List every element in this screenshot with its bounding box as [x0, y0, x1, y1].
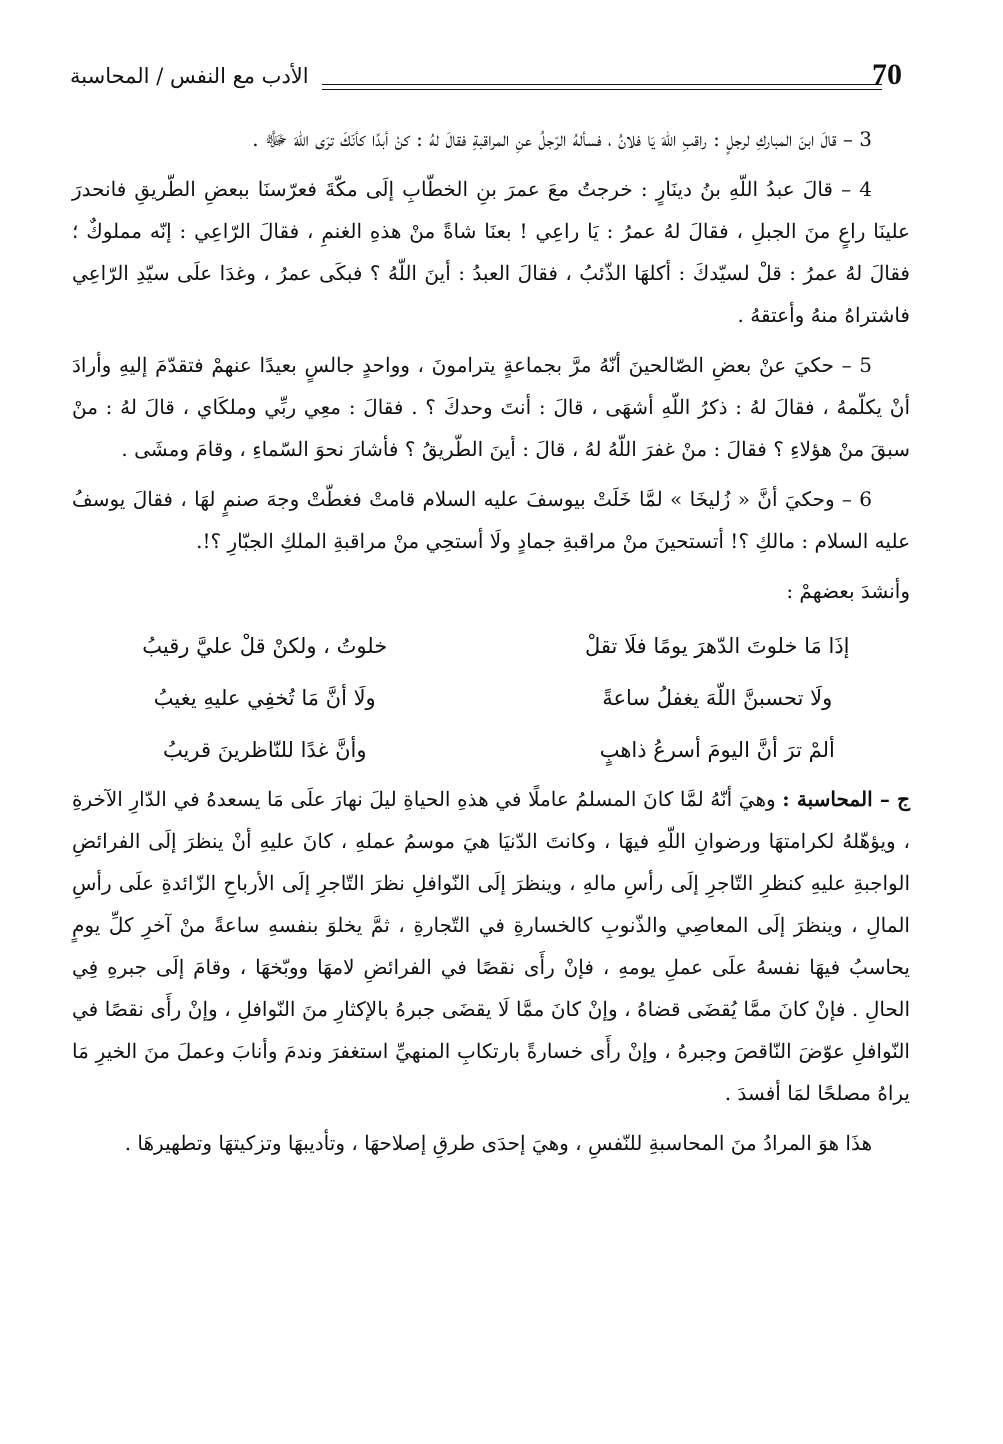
- paragraph-3: [72, 118, 910, 160]
- closing-paragraph: هذَا هوَ المرادُ منَ المحاسبةِ للنّفسِ ، وهيَ إحدَى طرقِ إصلاحهَا ، وتأديبهَا وتزكيتهَا وتطهيرهَا .: [124, 1131, 872, 1155]
- page-body: [72, 118, 910, 1172]
- poem-second-hemistich: خلوتُ ، ولكنْ قلْ عليَّ رقيبُ: [142, 634, 388, 658]
- paragraph-text: – حكيَ عنْ بعضِ الصّالحينَ أنّهُ مرَّ بجماعةٍ يترامونَ ، وواحدٍ جالسٍ بعيدًا عنهمْ فتقدّمَ إليهِ وأرادَ أنْ يكلّمهُ ، فقالَ لهُ : ذكرُ اللّهِ أشهَى ، قالَ : أنتَ وحدكَ ؟ . فقالَ : معِي ربِّي وملكَاي ، قالَ لهُ : منْ سبقَ منْ هؤلاءِ ؟ فقالَ : منْ غفرَ اللّهُ لهُ ، قالَ : أينَ الطّريقُ ؟ فأشارَ نحوَ السّماءِ ، وقامَ ومشَى .: [72, 353, 910, 461]
- paragraph-5: [72, 344, 910, 470]
- poem-second-hemistich: ولَا أنَّ مَا تُخفِي عليهِ يغيبُ: [153, 686, 376, 710]
- poem-second-hemistich: وأنَّ غدًا للنّاظرينَ قريبُ: [162, 738, 367, 762]
- item-number: 6: [859, 487, 873, 511]
- item-number: 3: [859, 127, 872, 151]
- paragraph-text: – قالَ ابنَ المباركِ لرجلٍ : راقبِ اللّهَ يَا فلانُ ، فسألهُ الرّجلُ عنِ المراقبةِ فقالَ لهُ : كنْ أبدًا كأنّكَ ترَى اللّهَ ﷻ .: [252, 127, 853, 151]
- section-label: ج – المحاسبة :: [782, 787, 910, 811]
- section-text: وهيَ أنّهُ لمَّا كانَ المسلمُ عاملًا في هذهِ الحياةِ ليلَ نهارَ علَى مَا يسعدهُ في الدّارِ الآخرةِ ، ويؤهّلهُ لكرامتهَا ورضوانِ اللّهِ فيهَا ، وكانتَ الدّنيَا هيَ موسمُ عملهِ ، كانَ عليهِ أنْ ينظرَ إلَى الفرائضِ الواجبةِ عليهِ كنظرِ التّاجرِ إلَى رأسِ مالهِ ، وينظرَ إلَى النّوافلِ نظرَ التّاجرِ إلَى الأرباحِ الزّائدةِ علَى رأسِ المالِ ، وينظرَ إلَى المعاصِي والذّنوبِ كالخسارةِ في التّجارةِ ، ثمَّ يخلوَ بنفسهِ ساعةً منْ آخرِ كلِّ يومٍ يحاسبُ فيهَا نفسهُ علَى عملِ يومهِ ، فإنْ رأَى نقصًا في الفرائضِ لامهَا ووبّخهَا ، وقامَ إلَى جبرهِ فِي الحالِ . فإنْ كانَ ممَّا يُقضَى قضاهُ ، وإنْ كانَ ممَّا لَا يقضَى جبرهُ بالإكثارِ منَ النّوافلِ ، وإنْ رأَى نقصًا في النّوافلِ عوّضَ النّاقصَ وجبرهُ ، وإنْ رأَى خسارةً بارتكابِ المنهيِّ استغفرَ وندمَ وأنابَ وعملَ منَ الخيرِ مَا يراهُ مصلحًا لمَا أفسدَ .: [72, 787, 911, 1105]
- poem-verse: [72, 620, 910, 672]
- poem-first-hemistich: إذَا مَا خلوتَ الدّهرَ يومًا فلَا تقلْ: [585, 634, 850, 658]
- poem-verse: [72, 724, 910, 776]
- page-number: 70: [872, 58, 902, 91]
- paragraph-text: – قالَ عبدُ اللّهِ بنُ دينَارٍ : خرجتُ معَ عمرَ بنِ الخطّابِ إلَى مكّةَ فعرّسنَا ببعضِ الطّريقِ فانحدرَ علينَا راعٍ منَ الجبلِ ، فقالَ لهُ عمرُ : يَا راعِي ! بعنَا شاةً منْ هذهِ الغنمِ ، فقالَ الرّاعِي : إنّه مملوكٌ ؛ فقالَ لهُ عمرُ : قلْ لسيّدكَ : أكلهَا الذّئبُ ، فقالَ العبدُ : أينَ اللّهُ ؟ فبكَى عمرُ ، وغدَا علَى سيّدِ الرّاعِي فاشتراهُ منهُ وأعتقهُ .: [72, 177, 910, 327]
- header-rule: [322, 89, 882, 90]
- section-c: [72, 778, 910, 1114]
- header-rule: [322, 84, 882, 85]
- poem-intro: وأنشدَ بعضهمْ :: [786, 579, 910, 603]
- item-number: 4: [859, 177, 873, 201]
- paragraph-6: [72, 478, 910, 562]
- running-title: الأدب مع النفس / المحاسبة: [70, 64, 309, 88]
- item-number: 5: [859, 353, 872, 377]
- poem-verse: [72, 672, 910, 724]
- page-header: [70, 58, 912, 100]
- poem-first-hemistich: ولَا تحسبنَّ اللّهَ يغفلُ ساعةً: [602, 686, 833, 710]
- paragraph-4: [72, 168, 910, 336]
- paragraph-text: – وحكيَ أنَّ « زُليخَا » لمَّا خَلَتْ بيوسفَ عليه السلام قامتْ فغطّتْ وجهَ صنمٍ لهَا ، فقالَ يوسفُ عليه السلام : مالكِ ؟! أتستحينَ منْ مراقبةِ جمادٍ ولَا أستحِي منْ مراقبةِ الملكِ الجبّارِ ؟!.: [72, 487, 910, 553]
- poem-first-hemistich: ألمْ ترَ أنَّ اليومَ أسرعُ ذاهبٍ: [599, 738, 835, 762]
- poem: [72, 620, 910, 776]
